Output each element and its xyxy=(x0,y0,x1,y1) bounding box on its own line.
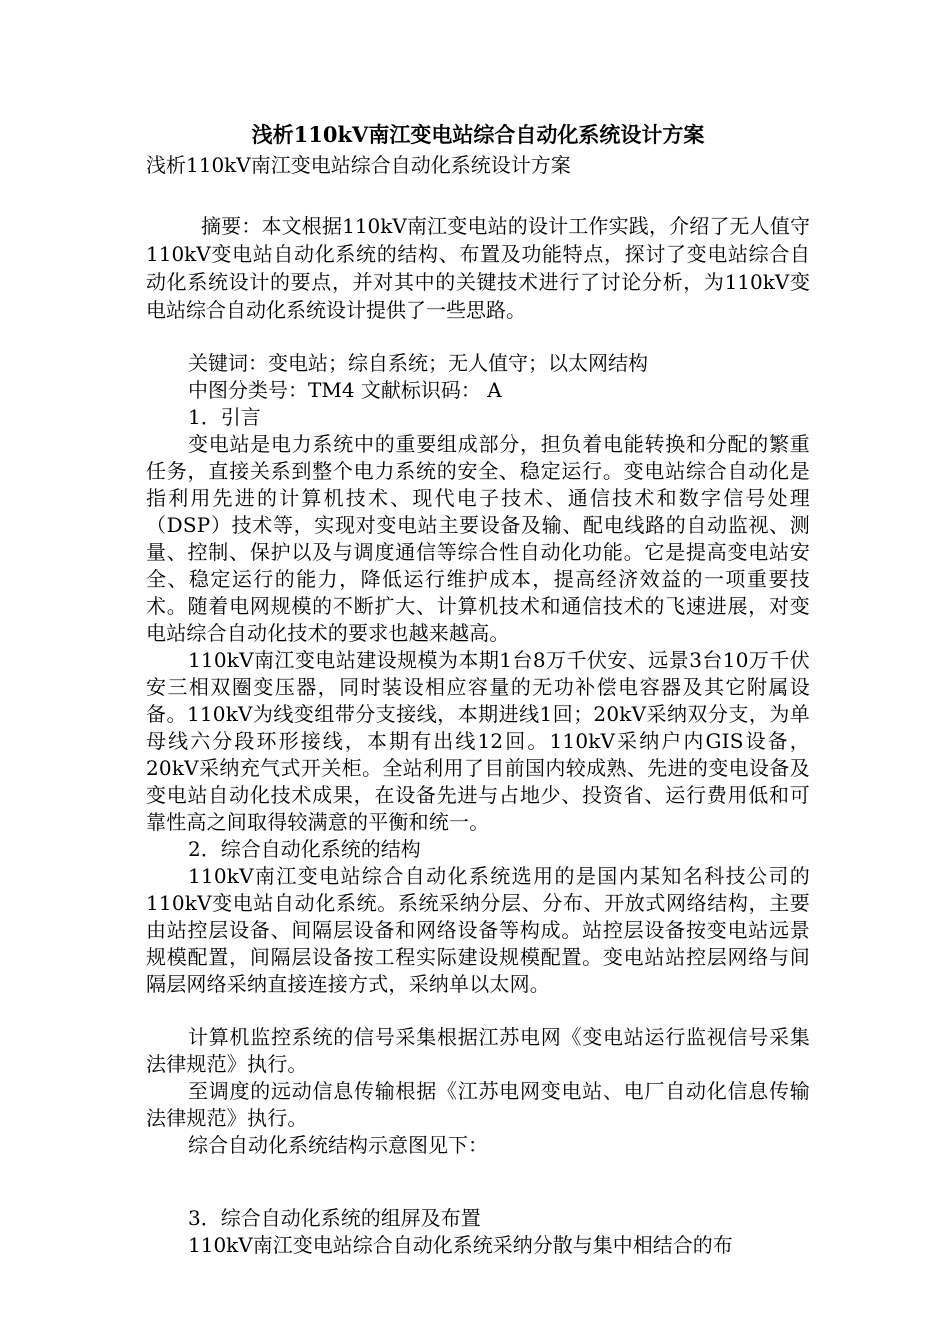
section-2-paragraph-1: 110kV南江变电站综合自动化系统选用的是国内某知名科技公司的110kV变电站自动化系统。系统采纳分层、分布、开放式网络结构，主要由站控层设备、间隔层设备和网络设备等构成。站控层设备按变电站远景规模配置，间隔层设备按工程实际建设规模配置。变电站站控层网络与间隔层网络采纳直接连接方式，采纳单以太网。 xyxy=(146,864,810,996)
section-2-heading: 2．综合自动化系统的结构 xyxy=(188,837,421,861)
section-2-paragraph-4: 综合自动化系统结构示意图见下： xyxy=(188,1133,488,1157)
document-subtitle: 浅析110kV南江变电站综合自动化系统设计方案 xyxy=(146,153,571,177)
section-1-paragraph-2: 110kV南江变电站建设规模为本期1台8万千伏安、远景3台10万千伏安三相双圈变压器，同时装设相应容量的无功补偿电容器及其它附属设备。110kV为线变组带分支接线，本期进线1回；20kV采纳双分支，为单母线六分段环形接线，本期有出线12回。110kV采纳户内GIS设备，20kV采纳充气式开关柜。全站利用了目前国内较成熟、先进的变电设备及变电站自动化技术成果，在设备先进与占地少、投资省、运行费用低和可靠性高之间取得较满意的平衡和统一。 xyxy=(146,648,810,834)
section-2-paragraph-3: 至调度的远动信息传输根据《江苏电网变电站、电厂自动化信息传输法律规范》执行。 xyxy=(146,1079,810,1130)
section-1-paragraph-1: 变电站是电力系统中的重要组成部分，担负着电能转换和分配的繁重任务，直接关系到整个电力系统的安全、稳定运行。变电站综合自动化是指利用先进的计算机技术、现代电子技术、通信技术和数字信号处理（DSP）技术等，实现对变电站主要设备及输、配电线路的自动监视、测量、控制、保护以及与调度通信等综合性自动化功能。它是提高变电站安全、稳定运行的能力，降低运行维护成本，提高经济效益的一项重要技术。随着电网规模的不断扩大、计算机技术和通信技术的飞速进展，对变电站综合自动化技术的要求也越来越高。 xyxy=(146,432,810,645)
keywords-line: 关键词：变电站；综自系统；无人值守；以太网结构 xyxy=(188,351,648,375)
section-2-paragraph-2: 计算机监控系统的信号采集根据江苏电网《变电站运行监视信号采集法律规范》执行。 xyxy=(146,1025,810,1076)
abstract-paragraph: 摘要：本文根据110kV南江变电站的设计工作实践，介绍了无人值守110kV变电站自动化系统的结构、布置及功能特点，探讨了变电站综合自动化系统设计的要点，并对其中的关键技术进行了讨论分析，为110kV变电站综合自动化系统设计提供了一些思路。 xyxy=(146,214,810,322)
section-3-heading: 3．综合自动化系统的组屏及布置 xyxy=(188,1206,481,1230)
section-3-paragraph-1: 110kV南江变电站综合自动化系统采纳分散与集中相结合的布 xyxy=(188,1233,733,1257)
document-page xyxy=(146,118,810,1259)
section-1-heading: 1．引言 xyxy=(188,405,261,429)
classification-line: 中图分类号：TM4 文献标识码： A xyxy=(188,378,502,402)
document-title: 浅析110kV南江变电站综合自动化系统设计方案 xyxy=(251,122,705,147)
